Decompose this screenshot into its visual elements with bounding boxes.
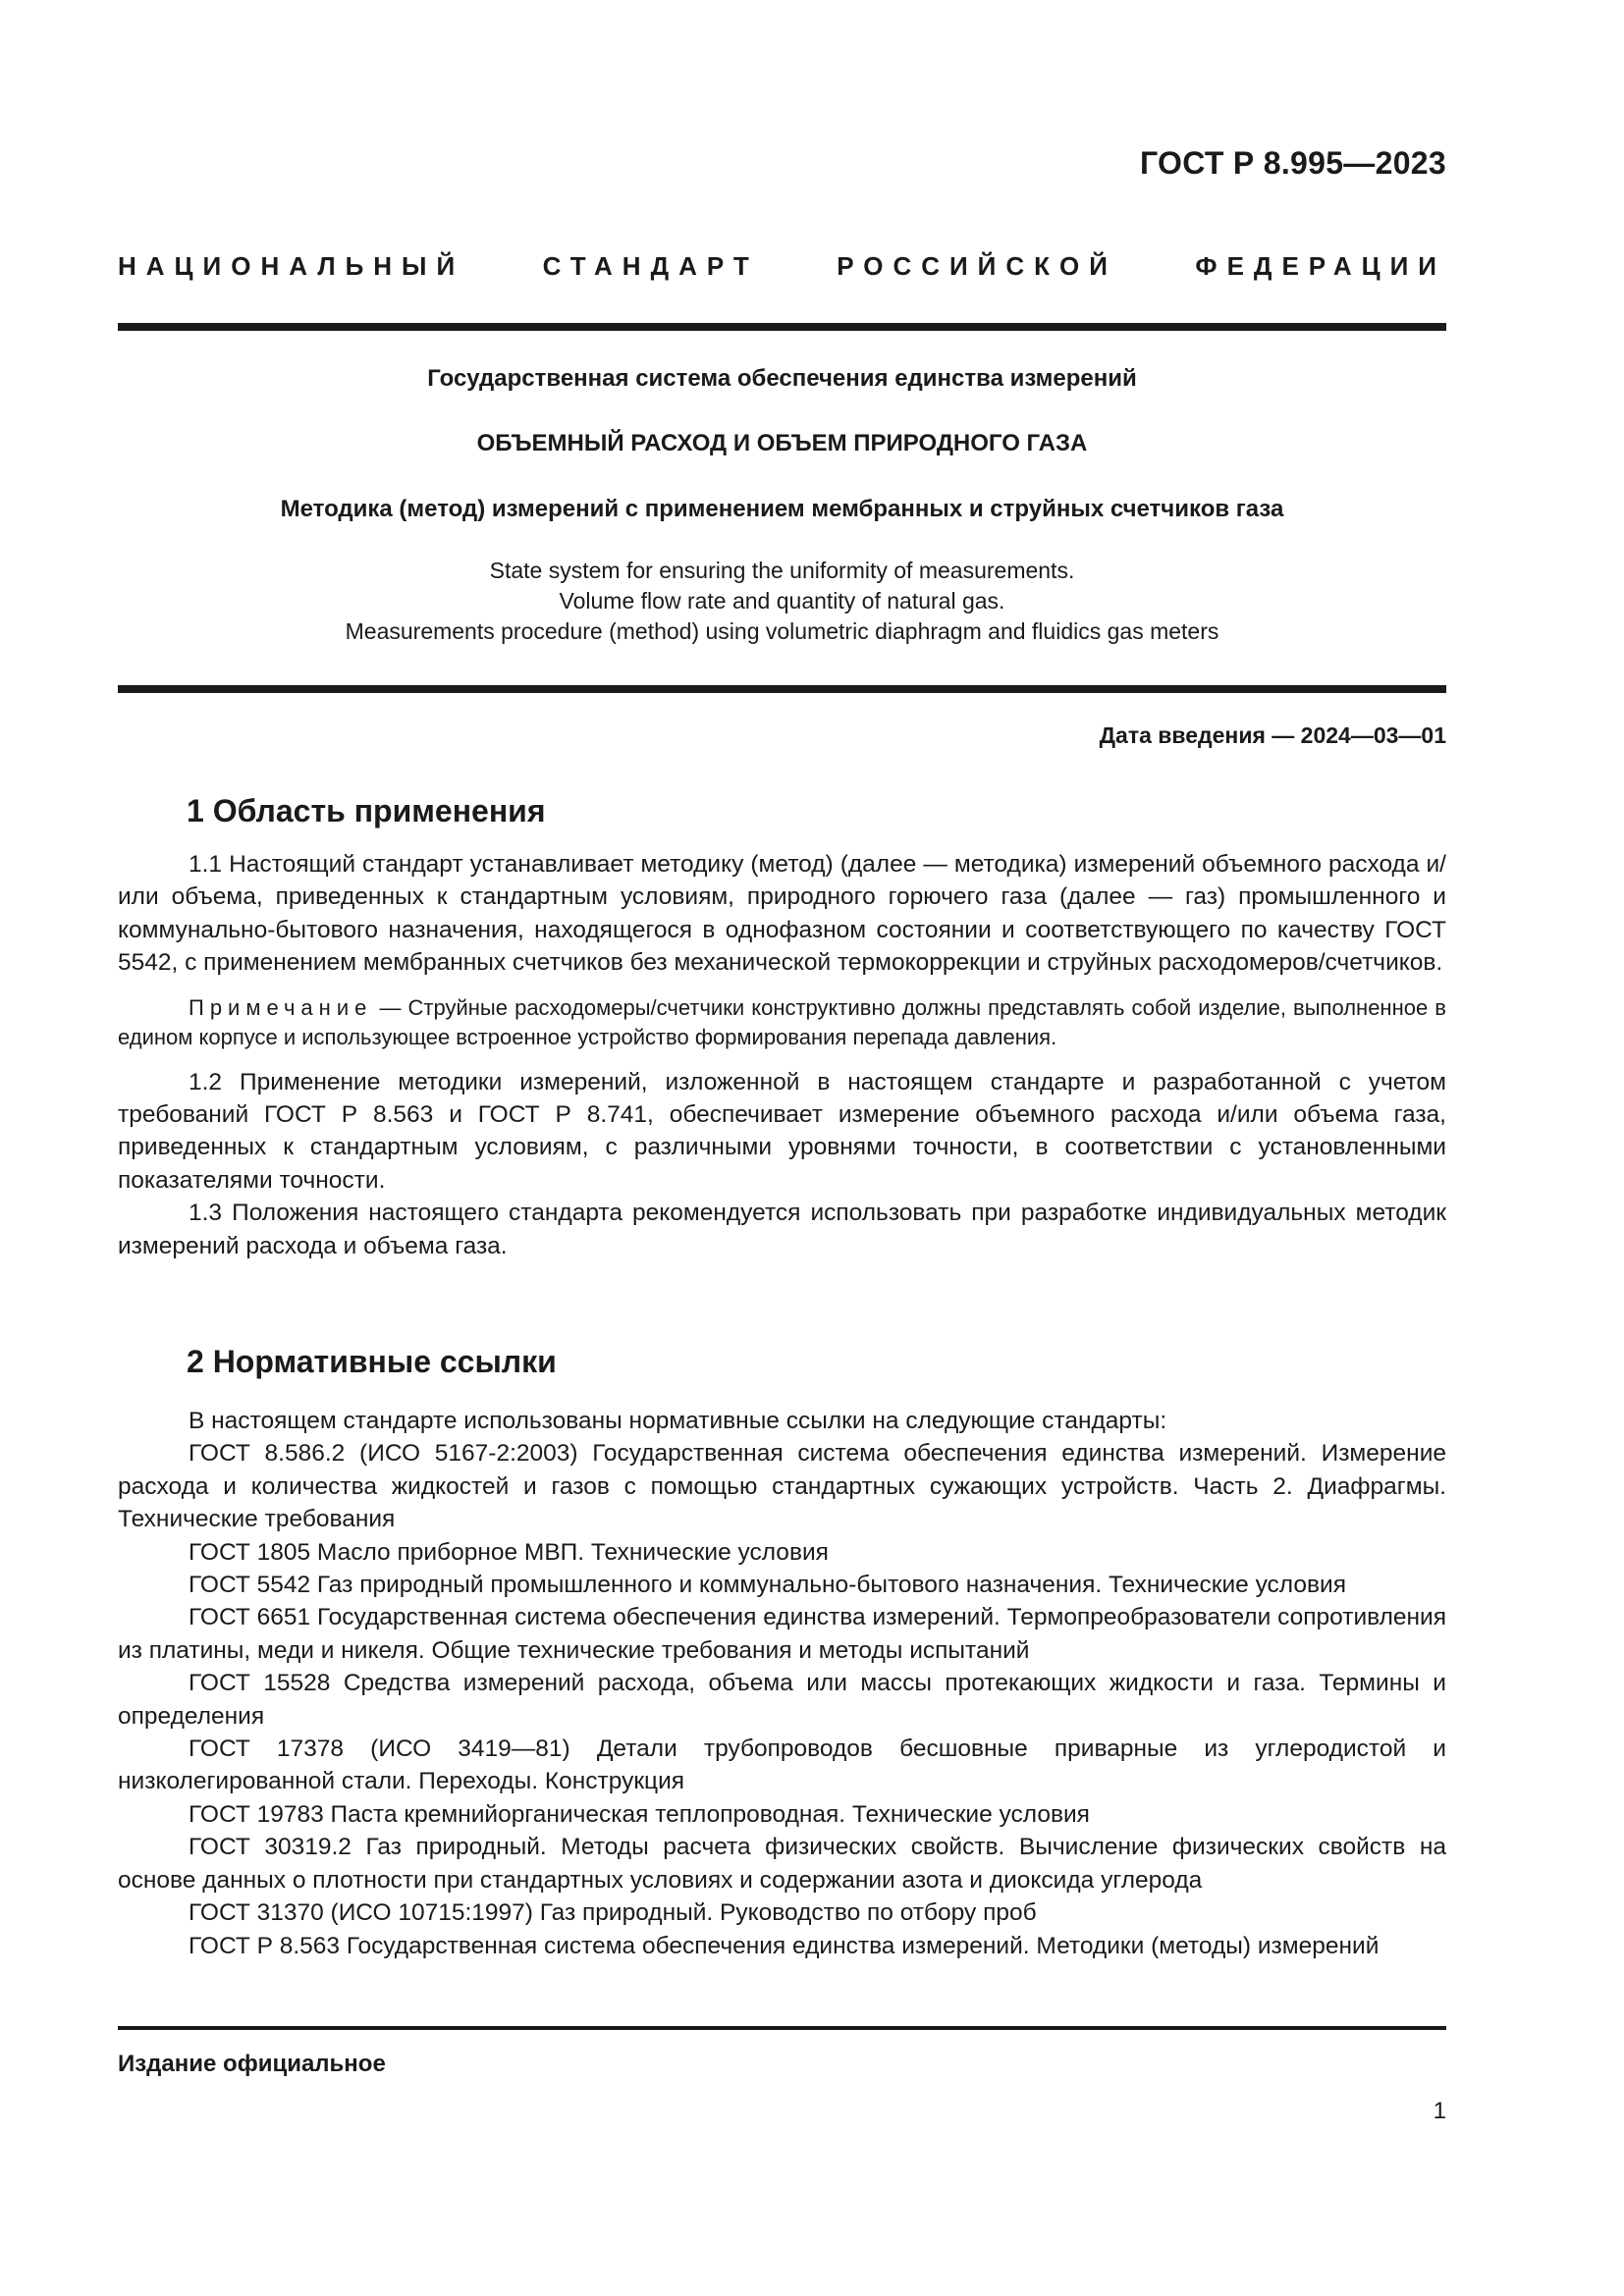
spacer xyxy=(118,980,1446,993)
introduction-date: Дата введения — 2024—03—01 xyxy=(1099,722,1446,748)
section-1-heading: 1 Область применения xyxy=(187,793,546,828)
english-title-line: Measurements procedure (method) using volumetric diaphragm and fluidics gas meters xyxy=(345,618,1219,644)
section-2-heading: 2 Нормативные ссылки xyxy=(187,1344,557,1379)
national-standard-title: НАЦИОНАЛЬНЫЙ СТАНДАРТ РОССИЙСКОЙ ФЕДЕРАЦИИ xyxy=(118,251,1446,281)
spacer xyxy=(118,1052,1446,1066)
reference-item: ГОСТ 5542 Газ природный промышленного и коммунально-бытового назначения. Технические условия xyxy=(189,1572,1346,1599)
main-title: ОБЪЕМНЫЙ РАСХОД И ОБЪЕМ ПРИРОДНОГО ГАЗА xyxy=(476,430,1088,456)
section-2-body xyxy=(118,1405,1446,1962)
page-number: 1 xyxy=(1433,2098,1446,2124)
english-title xyxy=(118,556,1446,647)
reference-item: ГОСТ 6651 Государственная система обеспечения единства измерений. Термопреобразователи сопротивления из платины, меди и никеля. Общие технические требования и методы испытаний xyxy=(118,1604,1446,1664)
reference-item: ГОСТ 31370 (ИСО 10715:1997) Газ природный. Руководство по отбору проб xyxy=(189,1899,1037,1927)
system-title: Государственная система обеспечения единства измерений xyxy=(427,365,1137,392)
footer-divider xyxy=(118,2026,1446,2030)
reference-item: ГОСТ 17378 (ИСО 3419—81) Детали трубопроводов бесшовные приварные из углеродистой и низколегированной стали. Переходы. Конструкция xyxy=(118,1735,1446,1795)
reference-item: ГОСТ 19783 Паста кремнийорганическая теплопроводная. Технические условия xyxy=(189,1800,1090,1828)
paragraph-1-3: 1.3 Положения настоящего стандарта рекомендуется использовать при разработке индивидуальных методик измерений расхода и объема газа. xyxy=(118,1200,1446,1259)
reference-item: ГОСТ 1805 Масло приборное МВП. Технические условия xyxy=(189,1538,829,1566)
document-page xyxy=(118,0,1446,2296)
reference-item: ГОСТ Р 8.563 Государственная система обеспечения единства измерений. Методики (методы) измерений xyxy=(189,1932,1380,1959)
title-divider xyxy=(118,685,1446,693)
note-label: Примечание xyxy=(189,994,373,1020)
reference-intro: В настоящем стандарте использованы нормативные ссылки на следующие стандарты: xyxy=(189,1408,1167,1434)
header-divider xyxy=(118,323,1446,331)
paragraph-1-1: 1.1 Настоящий стандарт устанавливает методику (метод) (далее — методика) измерений объемного расхода и/или объема, приведенных к стандартным условиям, природного горючего газа (далее — газ) промышленного и коммунально-бытового назначения, находящегося в однофазном состоянии и соответствующего по качеству ГОСТ 5542, с применением мембранных счетчиков без механической термокоррекции и струйных расходомеров/счетчиков. xyxy=(118,851,1446,977)
english-title-line: State system for ensuring the uniformity of measurements. xyxy=(489,558,1075,583)
reference-item: ГОСТ 30319.2 Газ природный. Методы расчета физических свойств. Вычисление физических свойств на основе данных о плотности при стандартных условиях и содержании азота и диоксида углерода xyxy=(118,1834,1446,1894)
method-title: Методика (метод) измерений с применением мембранных и струйных счетчиков газа xyxy=(280,496,1284,522)
standard-number: ГОСТ Р 8.995—2023 xyxy=(1140,145,1446,181)
paragraph-1-2: 1.2 Применение методики измерений, изложенной в настоящем стандарте и разработанной с учетом требований ГОСТ Р 8.563 и ГОСТ Р 8.741, обеспечивает измерение объемного расхода и/или объема газа, приведенных к стандартным условиям, с различными уровнями точности, в соответствии с установленными показателями точности. xyxy=(118,1068,1446,1194)
note-text: — Струйные расходомеры/счетчики конструктивно должны представлять собой изделие, выполненное в едином корпусе и использующее встроенное устройство формирования перепада давления. xyxy=(118,994,1446,1049)
note xyxy=(118,993,1446,1052)
reference-item: ГОСТ 15528 Средства измерений расхода, объема или массы протекающих жидкости и газа. Термины и определения xyxy=(118,1670,1446,1730)
official-edition-label: Издание официальное xyxy=(118,2051,386,2077)
reference-item: ГОСТ 8.586.2 (ИСО 5167-2:2003) Государственная система обеспечения единства измерений. Измерение расхода и количества жидкостей и газов с помощью стандартных сужающих устройств. Часть 2. Диафрагмы. Технические требования xyxy=(118,1440,1446,1533)
section-1-body xyxy=(118,848,1446,1262)
english-title-line: Volume flow rate and quantity of natural gas. xyxy=(559,588,1005,614)
